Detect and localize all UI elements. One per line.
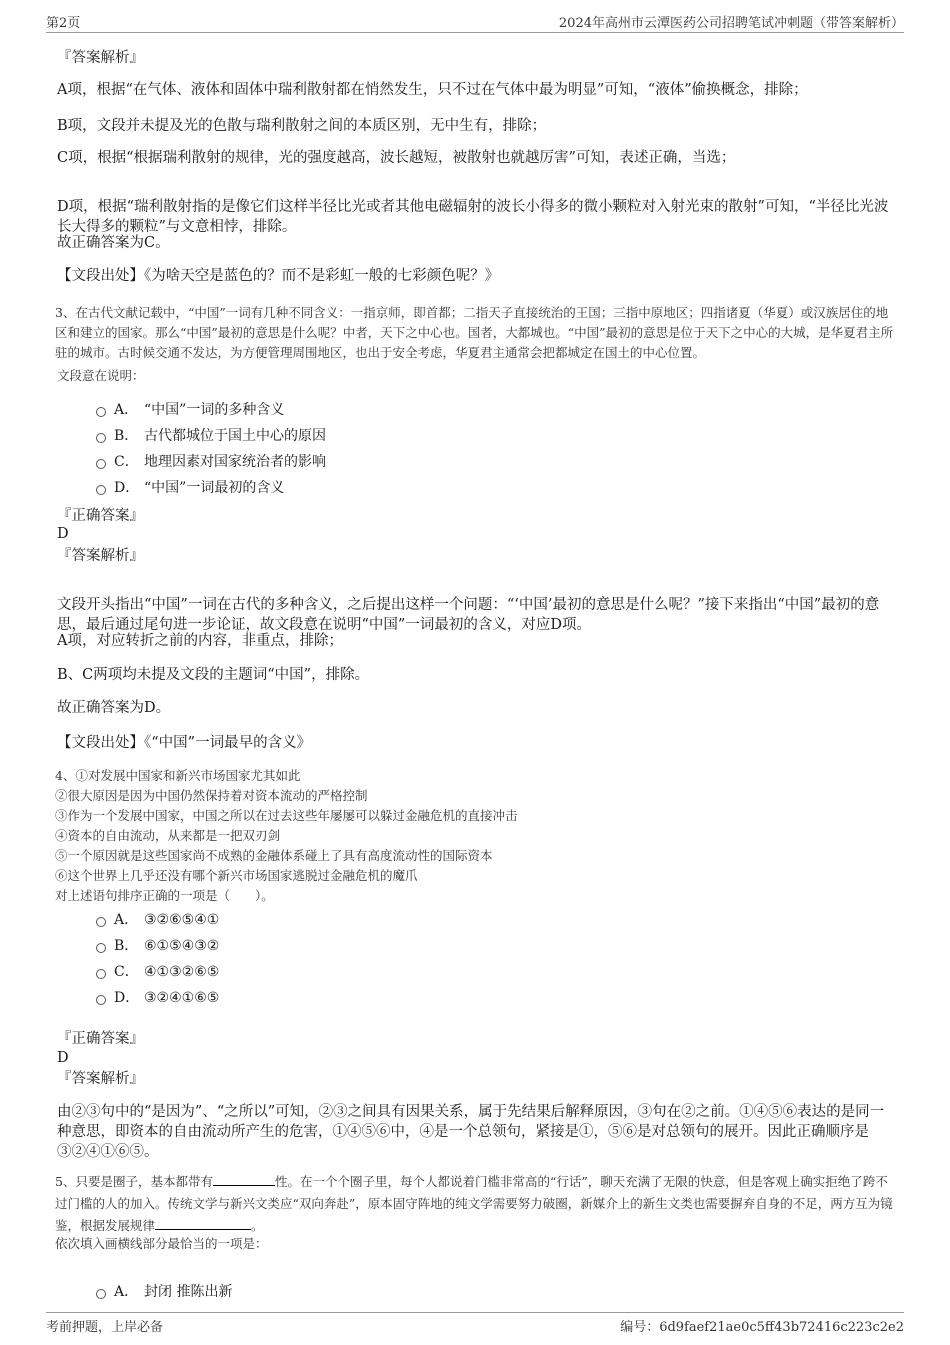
q2-conclusion: 故正确答案为C。 bbox=[57, 235, 170, 251]
q4-line-1: 4、①对发展中国家和新兴市场国家尤其如此 bbox=[55, 768, 301, 783]
q4-option-c[interactable]: C． ④①③②⑥⑤ bbox=[96, 962, 219, 982]
page-header bbox=[46, 12, 904, 33]
q3-source: 【文段出处】《“中国”一词最早的含义》 bbox=[57, 735, 312, 751]
radio-icon[interactable] bbox=[96, 407, 106, 417]
q4-option-a[interactable]: A． ③②⑥⑤④① bbox=[96, 910, 219, 930]
q5-option-a[interactable]: A． 封闭 推陈出新 bbox=[96, 1282, 232, 1302]
q5-stem: 5、只要是圈子，基本都带有 性。在一个个圈子里，每个人都说着门槛非常高的“行话”，聊天充满了无限的快意，但是客观上确实拒绝了跨不过门槛的人的加入。传统文学与新兴文类应“双向奔赴”，原本固守阵地的纯文学需要努力破圈，新媒介上的新生文类也需要摒弃自身的不足，两方互为镜鉴，根据发展规律 。 bbox=[55, 1173, 893, 1233]
radio-icon[interactable] bbox=[96, 995, 106, 1005]
q2-analysis-d: D项，根据“瑞利散射指的是像它们这样半径比光或者其他电磁辐射的波长小得多的微小颗粒对入射光束的散射”可知，“半径比光波长大得多的颗粒”与文意相悖，排除。 bbox=[57, 198, 889, 235]
q3-option-d[interactable]: D． “中国”一词最初的含义 bbox=[96, 478, 284, 498]
radio-icon[interactable] bbox=[96, 459, 106, 469]
radio-icon[interactable] bbox=[96, 943, 106, 953]
q5-prompt: 依次填入画横线部分最恰当的一项是： bbox=[55, 1236, 268, 1251]
q4-analysis: 由②③句中的“是因为”、“之所以”可知，②③之间具有因果关系，属于先结果后解释原因，③句在②之前。①④⑤⑥表达的是同一种意思，即资本的自由流动所产生的危害，①④⑤⑥中，④是一个总领句，紧接是①，⑤⑥是对总领句的展开。因此正确顺序是③②④①⑥⑤。 bbox=[57, 1103, 885, 1160]
q3-analysis: 文段开头指出“中国”一词在古代的多种含义，之后提出这样一个问题：“‘中国’最初的意思是什么呢？”接下来指出“中国”最初的意思，最后通过尾句进一步论证，故文段意在说明“中国”一词最初的含义，对应D项。 bbox=[57, 596, 880, 633]
q3-prompt: 文段意在说明： bbox=[57, 368, 145, 383]
q2-source: 【文段出处】《为啥天空是蓝色的？而不是彩虹一般的七彩颜色呢？》 bbox=[57, 268, 500, 284]
page-footer bbox=[46, 1312, 904, 1333]
q3-analysis-a: A项，对应转折之前的内容，非重点，排除； bbox=[57, 633, 343, 649]
radio-icon[interactable] bbox=[96, 917, 106, 927]
q2-analysis-c: C项，根据“根据瑞利散射的规律，光的强度越高，波长越短，被散射也就越厉害”可知，表述正确，当选； bbox=[57, 150, 736, 166]
q2-analysis-label: 『答案解析』 bbox=[57, 50, 144, 66]
blank-2 bbox=[155, 1217, 251, 1230]
q4-line-5: ⑤一个原因就是这些国家尚不成熟的金融体系碰上了具有高度流动性的国际资本 bbox=[55, 848, 493, 863]
q3-option-c[interactable]: C． 地理因素对国家统治者的影响 bbox=[96, 452, 326, 472]
q3-analysis-label: 『答案解析』 bbox=[57, 548, 144, 564]
radio-icon[interactable] bbox=[96, 485, 106, 495]
q3-answer: D bbox=[57, 526, 69, 542]
q4-answer-label: 『正确答案』 bbox=[57, 1031, 144, 1047]
document-id: 编号：6d9faef21ae0c5ff43b72416c223c2e2 bbox=[620, 1320, 904, 1335]
page-number: 第2页 bbox=[46, 16, 81, 31]
q4-line-4: ④资本的自由流动，从来都是一把双刃剑 bbox=[55, 828, 281, 843]
q4-analysis-label: 『答案解析』 bbox=[57, 1071, 144, 1087]
footer-slogan: 考前押题，上岸必备 bbox=[46, 1320, 164, 1335]
q4-line-6: ⑥这个世界上几乎还没有哪个新兴市场国家逃脱过金融危机的魔爪 bbox=[55, 868, 418, 883]
radio-icon[interactable] bbox=[96, 433, 106, 443]
q3-analysis-bc: B、C两项均未提及文段的主题词“中国”，排除。 bbox=[57, 667, 370, 683]
q3-answer-label: 『正确答案』 bbox=[57, 508, 144, 524]
q4-option-b[interactable]: B． ⑥①⑤④③② bbox=[96, 936, 219, 956]
q4-line-3: ③作为一个发展中国家，中国之所以在过去这些年屡屡可以躲过金融危机的直接冲击 bbox=[55, 808, 518, 823]
radio-icon[interactable] bbox=[96, 1289, 106, 1299]
q4-question: 对上述语句排序正确的一项是（ ）。 bbox=[55, 888, 274, 903]
document-title: 2024年高州市云潭医药公司招聘笔试冲刺题（带答案解析） bbox=[558, 16, 904, 31]
q2-analysis-a: A项，根据“在气体、液体和固体中瑞利散射都在悄然发生，只不过在气体中最为明显”可知，“液体”偷换概念，排除； bbox=[57, 82, 808, 98]
q4-line-2: ②很大原因是因为中国仍然保持着对资本流动的严格控制 bbox=[55, 788, 368, 803]
q3-option-a[interactable]: A． “中国”一词的多种含义 bbox=[96, 400, 284, 420]
blank-1 bbox=[213, 1173, 275, 1186]
q3-conclusion: 故正确答案为D。 bbox=[57, 700, 171, 716]
radio-icon[interactable] bbox=[96, 969, 106, 979]
q3-option-b[interactable]: B． 古代都城位于国土中心的原因 bbox=[96, 426, 326, 446]
q2-analysis-b: B项，文段并未提及光的色散与瑞利散射之间的本质区别，无中生有，排除； bbox=[57, 118, 547, 134]
q4-answer: D bbox=[57, 1050, 69, 1066]
q4-option-d[interactable]: D． ③②④①⑥⑤ bbox=[96, 988, 219, 1008]
q3-stem: 3、在古代文献记载中，“中国”一词有几种不同含义：一指京师，即首都；二指天子直接统治的王国；三指中原地区；四指诸夏（华夏）或汉族居住的地区和建立的国家。那么“中国”最初的意思是什么呢？中者，天下之中心也。国者，大都城也。“中国”最初的意思是位于天下之中心的大城，是华夏君主所驻的城市。古时候交通不发达，为方便管理周围地区，也出于安全考虑，华夏君主通常会把都城定在国土的中心位置。 bbox=[55, 304, 894, 360]
